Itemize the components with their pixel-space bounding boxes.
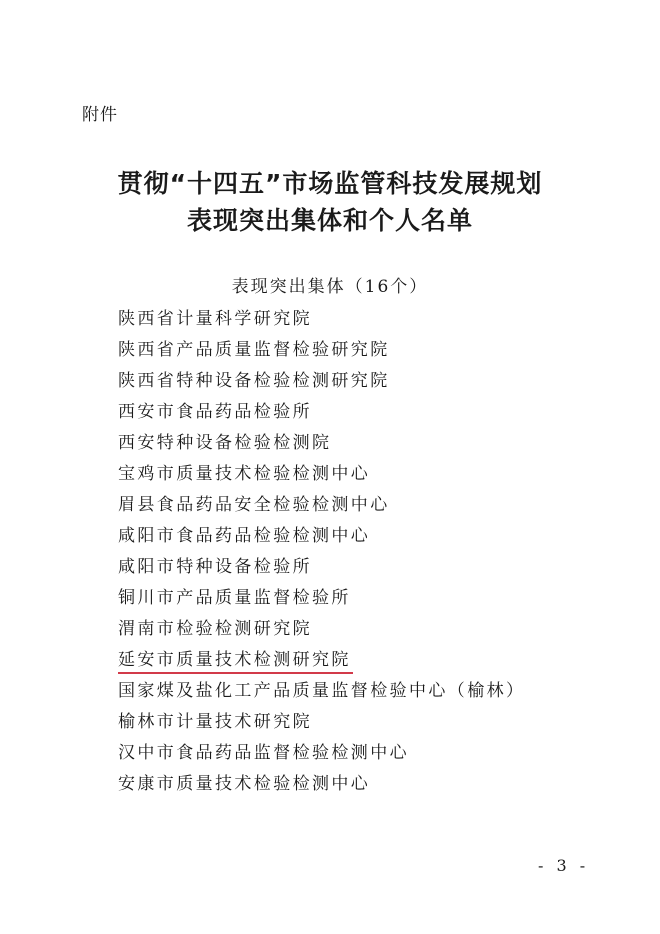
list-item: 眉县食品药品安全检验检测中心 (118, 495, 390, 515)
list-item: 西安特种设备检验检测院 (118, 433, 332, 453)
list-item: 榆林市计量技术研究院 (118, 712, 312, 732)
list-item: 咸阳市特种设备检验所 (118, 557, 312, 577)
collective-list (118, 306, 525, 802)
section-heading: 表现突出集体（16个） (231, 277, 429, 297)
list-item: 陕西省计量科学研究院 (118, 309, 312, 329)
document-title-line-1: 贯彻“十四五”市场监管科技发展规划 (117, 169, 543, 198)
document-title-line-2: 表现突出集体和个人名单 (186, 206, 473, 235)
list-item-highlighted (118, 647, 525, 678)
list-item: 国家煤及盐化工产品质量监督检验中心（榆林） (118, 681, 526, 701)
list-item: 铜川市产品质量监督检验所 (118, 588, 351, 608)
list-item: 咸阳市食品药品检验检测中心 (118, 526, 371, 546)
list-item: 渭南市检验检测研究院 (118, 619, 312, 639)
list-item: 安康市质量技术检验检测中心 (118, 774, 371, 794)
list-item: 汉中市食品药品监督检验检测中心 (118, 743, 409, 763)
list-item: 宝鸡市质量技术检验检测中心 (118, 464, 371, 484)
list-item: 陕西省产品质量监督检验研究院 (118, 340, 390, 360)
list-item: 西安市食品药品检验所 (118, 402, 312, 422)
highlighted-item-text: 延安市质量技术检测研究院 (118, 648, 353, 674)
attachment-label: 附件 (82, 105, 118, 125)
page-number: - 3 - (538, 856, 590, 875)
list-item: 陕西省特种设备检验检测研究院 (118, 371, 390, 391)
